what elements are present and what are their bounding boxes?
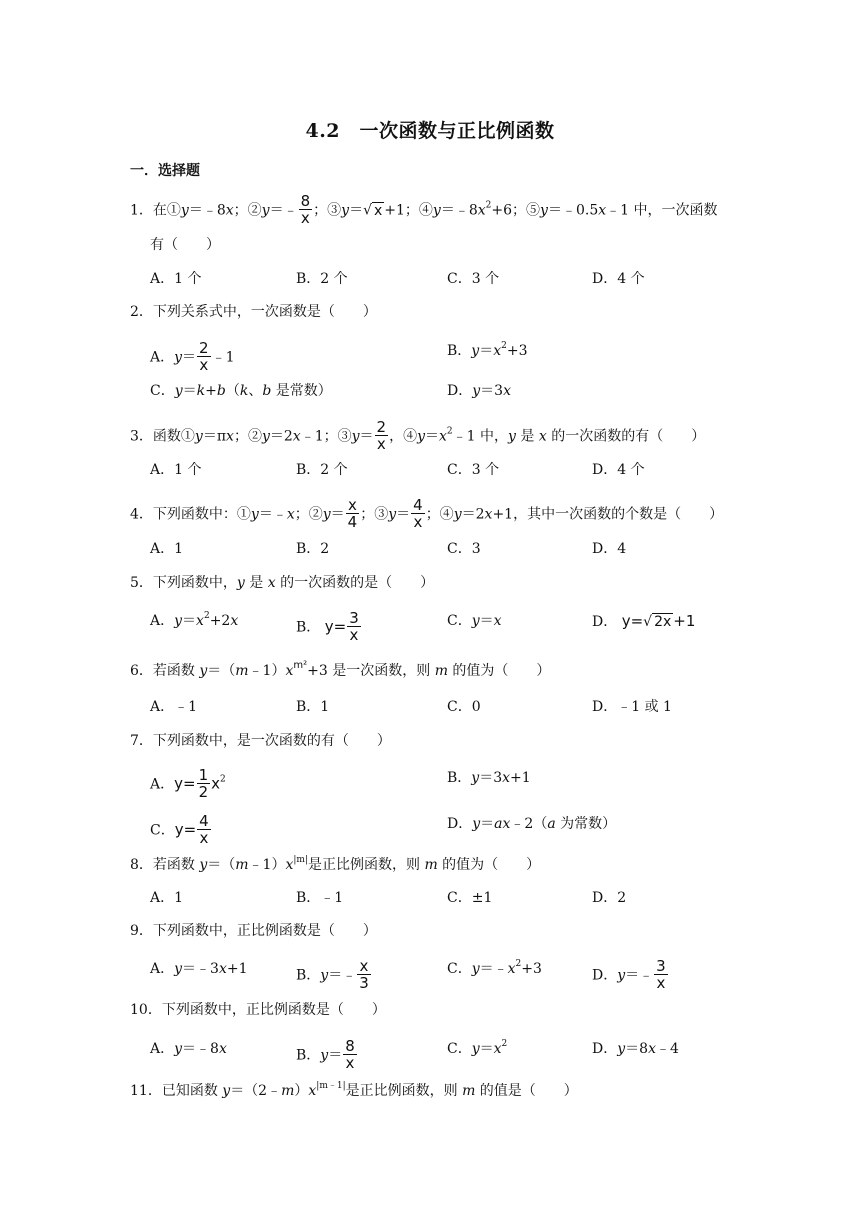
q3-option-d: D．4 个 bbox=[592, 462, 645, 478]
q7-option-b: B．y＝3x+1 bbox=[447, 770, 531, 786]
q5-option-d: D． y=√ 2x +1 bbox=[592, 612, 696, 630]
q4-option-c: C．3 bbox=[447, 541, 481, 557]
page-title: 4.2 一次函数与正比例函数 bbox=[305, 120, 555, 142]
q10-option-a: A．y＝﹣8x bbox=[150, 1041, 227, 1057]
q10-option-c: C．$y=x^2$ bbox=[447, 1039, 508, 1057]
q5-option-c: C．y＝x bbox=[447, 613, 502, 629]
q1-option-c: C．3 个 bbox=[447, 271, 500, 287]
question-6: 6．若函数 $y=(m﹣1)x^{m^2}+3$ 是一次函数，则 m 的值为（ ） bbox=[130, 660, 551, 679]
q2-option-d: D．y＝3x bbox=[447, 383, 511, 399]
q8-option-c: C．±1 bbox=[447, 890, 493, 906]
question-5: 5．下列函数中，y 是 x 的一次函数的是（ ） bbox=[130, 575, 435, 591]
q6-option-d: D．﹣1 或 1 bbox=[592, 699, 672, 715]
q8-option-d: D．2 bbox=[592, 890, 627, 906]
q1-option-b: B．2 个 bbox=[296, 271, 348, 287]
q10-option-d: D．y＝8x﹣4 bbox=[592, 1041, 679, 1057]
q9-option-c: C．$y=﹣x^2+3$ bbox=[447, 959, 542, 977]
q9-option-d: D．y＝﹣ $\frac{3}{x}$ bbox=[592, 957, 666, 992]
q2-option-b: B．$y=x^2+3$ bbox=[447, 341, 528, 359]
q3-option-c: C．3 个 bbox=[447, 462, 500, 478]
question-8: 8．若函数 $y=(m﹣1)x^{|m|}$是正比例函数，则 m 的值为（ ） bbox=[130, 855, 541, 873]
q5-option-b: B． y= $\frac{3}{x}$ bbox=[296, 609, 359, 644]
question-7: 7．下列函数中，是一次函数的有（ ） bbox=[130, 733, 391, 749]
q9-option-b: B．y＝﹣ $\frac{x}{3}$ bbox=[296, 957, 369, 992]
q7-option-c: C．y= $\frac{4}{x}$ bbox=[150, 812, 209, 847]
question-1-continued: 有（ ） bbox=[150, 237, 220, 253]
q9-option-a: A．y＝﹣3x+1 bbox=[150, 961, 248, 977]
section-heading: 一．选择题 bbox=[130, 163, 200, 179]
question-3: 3．函数①y＝πx；②y＝2x﹣1；③y＝ $\frac{2}{x}$ ，$④y=x^2﹣1$ 中，y 是 x 的一次函数的有（ ） bbox=[130, 418, 706, 453]
q2-option-c: C．y＝k+b（k、b 是常数） bbox=[150, 383, 332, 399]
question-9: 9．下列函数中，正比例函数是（ ） bbox=[130, 923, 377, 939]
q8-option-b: B．﹣1 bbox=[296, 890, 344, 906]
q2-option-a: A．y＝ $\frac{2}{x}$ ﹣1 bbox=[150, 339, 235, 374]
q4-option-d: D．4 bbox=[592, 541, 627, 557]
q7-option-a: A．y= $\frac{1}{2}$ $x^2$ bbox=[150, 766, 226, 801]
q3-option-b: B．2 个 bbox=[296, 462, 348, 478]
q3-option-a: A．1 个 bbox=[150, 462, 202, 478]
q6-option-c: C．0 bbox=[447, 699, 481, 715]
fraction: $\frac{8}{x}$ bbox=[300, 192, 311, 227]
question-1: 1．在①y＝﹣8x；②y＝﹣ $\frac{8}{x}$ ；③y＝√ x +1；$④y=﹣8x^2+6$；⑤y＝﹣0.5x﹣1 中，一次函数 bbox=[130, 192, 718, 227]
q5-option-a: A．$y=x^2+2x$ bbox=[150, 611, 239, 629]
question-11: 11．已知函数 $y=(2﹣m)x^{|m﹣1|}$是正比例函数，则 m 的值是（ ） bbox=[130, 1081, 578, 1099]
question-4: 4．下列函数中：①y＝﹣x；②y＝ $\frac{x}{4}$ ；③y＝ $\frac{4}{x}$ ；④y＝2x+1，其中一次函数的个数是（ ） bbox=[130, 496, 724, 531]
q4-option-a: A．1 bbox=[150, 541, 184, 557]
q6-option-a: A．﹣1 bbox=[150, 699, 198, 715]
question-10: 10．下列函数中，正比例函数是（ ） bbox=[130, 1002, 386, 1018]
q4-option-b: B．2 bbox=[296, 541, 330, 557]
q1-option-d: D．4 个 bbox=[592, 271, 645, 287]
q7-option-d: D．y＝ax﹣2（a 为常数） bbox=[447, 816, 617, 832]
q10-option-b: B．y＝ $\frac{8}{x}$ bbox=[296, 1037, 355, 1072]
question-2: 2．下列关系式中，一次函数是（ ） bbox=[130, 304, 377, 320]
q1-option-a: A．1 个 bbox=[150, 271, 202, 287]
q6-option-b: B．1 bbox=[296, 699, 330, 715]
q8-option-a: A．1 bbox=[150, 890, 184, 906]
